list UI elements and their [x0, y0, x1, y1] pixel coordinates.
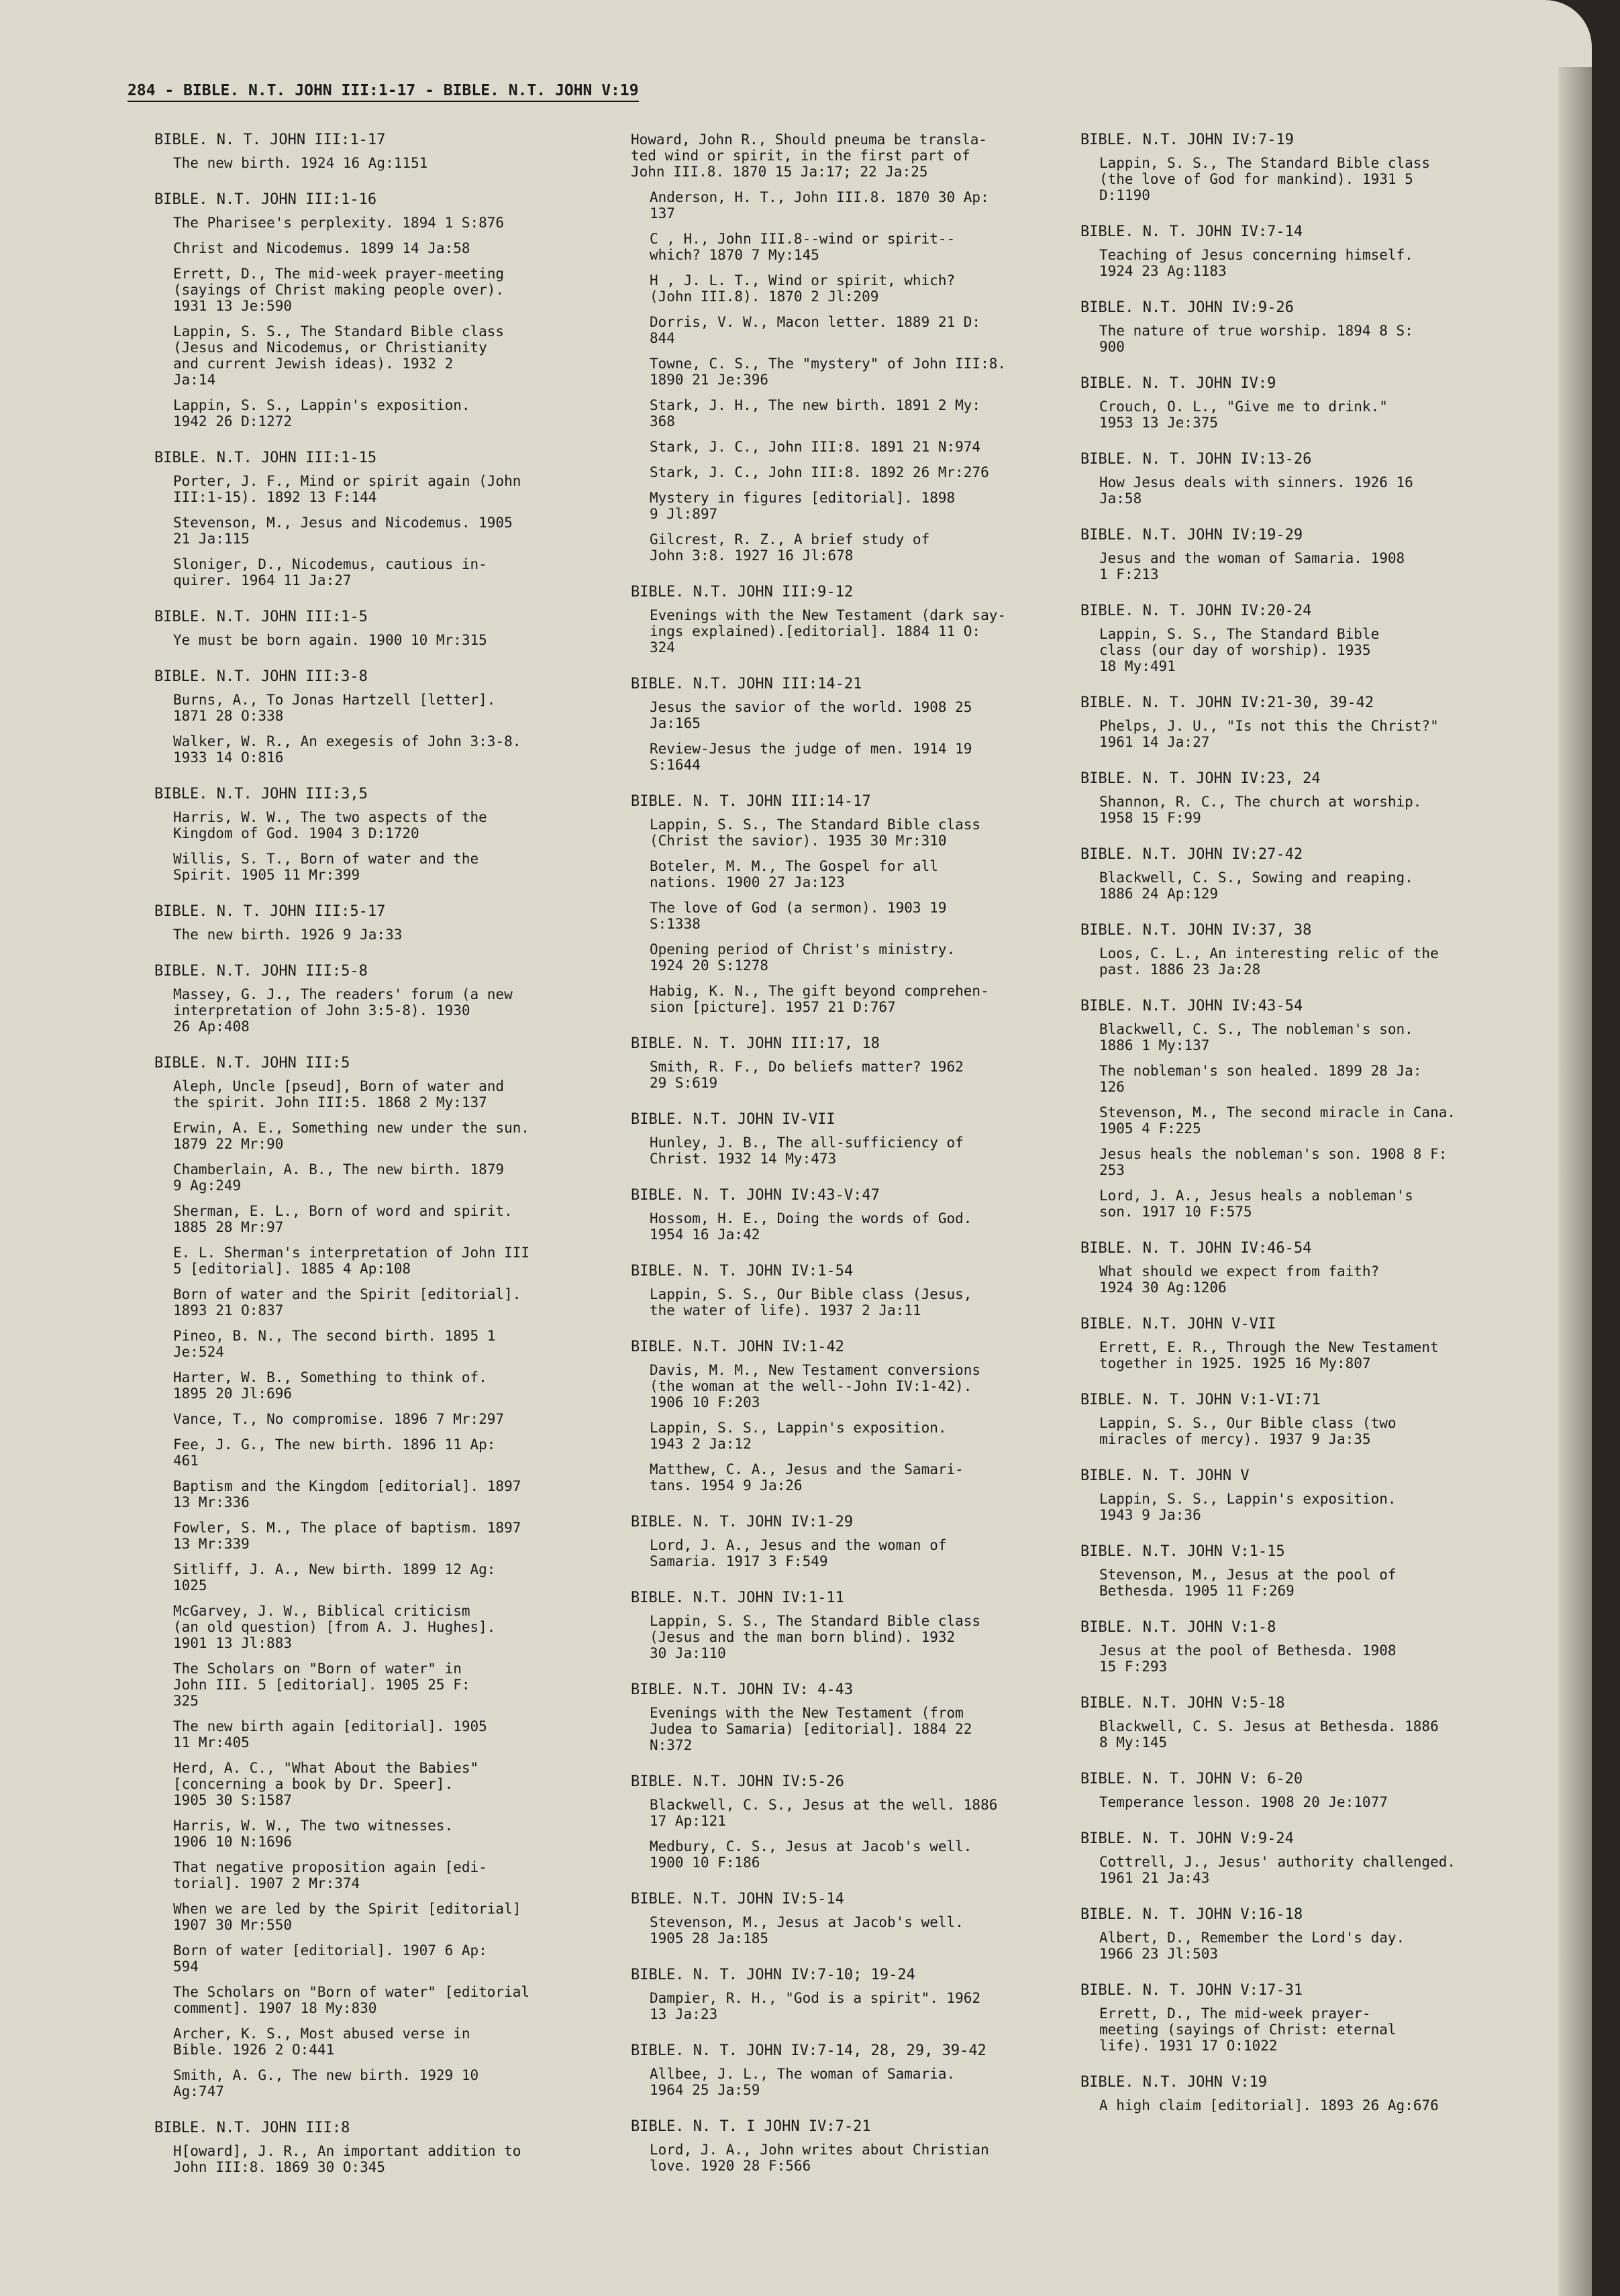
group-heading: BIBLE. N.T. JOHN IV:37, 38	[1080, 922, 1312, 939]
group-heading: BIBLE. N.T. JOHN III:9-12	[631, 584, 854, 601]
index-group	[1080, 1695, 1537, 1751]
index-entry: Born of water [editorial]. 1907 6 Ap: 594	[173, 1942, 487, 1975]
index-entry: Review-Jesus the judge of men. 1914 19 S:1644	[650, 741, 972, 773]
index-entry: That negative proposition again [edi- torial]. 1907 2 Mr:374	[173, 1859, 487, 1891]
index-group	[154, 191, 611, 429]
index-entry: Shannon, R. C., The church at worship. 1958 15 F:99	[1099, 794, 1422, 826]
index-entry: Evenings with the New Testament (dark say- ings explained).[editorial]. 1884 11 O: 324	[650, 607, 1007, 656]
group-heading: BIBLE. N.T. JOHN III:14-21	[631, 676, 862, 692]
index-entry: The new birth again [editorial]. 1905 11 Mr:405	[173, 1718, 487, 1751]
index-group	[1080, 1982, 1537, 2054]
index-entry: Lappin, S. S., The Standard Bible class (our day of worship). 1935 18 My:491	[1099, 626, 1380, 674]
index-group	[1080, 132, 1537, 203]
group-heading: BIBLE. N. T. JOHN IV:7-14, 28, 29, 39-42	[631, 2042, 986, 2059]
index-entry: Matthew, C. A., Jesus and the Samari- tans. 1954 9 Ja:26	[650, 1461, 964, 1494]
index-entry: Lappin, S. S., Our Bible class (Jesus, the water of life). 1937 2 Ja:11	[650, 1286, 972, 1318]
index-group	[1080, 375, 1537, 431]
group-heading: BIBLE. N.T. JOHN IV:5-26	[631, 1773, 844, 1790]
index-group	[631, 2042, 1087, 2098]
group-heading: BIBLE. N.T. JOHN IV: 4-43	[631, 1681, 854, 1698]
index-entry: Sitliff, J. A., New birth. 1899 12 Ag: 1025	[173, 1561, 496, 1594]
index-entry: Hunley, J. B., The all-sufficiency of Christ. 1932 14 My:473	[650, 1135, 964, 1167]
group-heading: BIBLE. N. T. JOHN IV:1-29	[631, 1514, 854, 1530]
index-entry: A high claim [editorial]. 1893 26 Ag:676	[1099, 2097, 1439, 2114]
index-entry: Temperance lesson. 1908 20 Je:1077	[1099, 1794, 1388, 1810]
index-entry: Evenings with the New Testament (from Judea to Samaria) [editorial]. 1884 22 N:372	[650, 1705, 972, 1753]
group-heading: BIBLE. N. T. JOHN IV:7-10; 19-24	[631, 1967, 915, 1983]
group-heading: BIBLE. N.T. JOHN III:1-16	[154, 191, 377, 208]
index-entry: Jesus heals the nobleman's son. 1908 8 F: 253	[1099, 1146, 1448, 1178]
group-heading: BIBLE. N.T. JOHN V:1-15	[1080, 1543, 1285, 1560]
group-heading: BIBLE. N.T. JOHN V-VII	[1080, 1316, 1276, 1333]
index-entry: Towne, C. S., The "mystery" of John III:8. 1890 21 Je:396	[650, 356, 1007, 388]
index-entry: Albert, D., Remember the Lord's day. 1966 23 Jl:503	[1099, 1930, 1405, 1962]
index-group	[631, 1891, 1087, 1946]
index-group	[1080, 1240, 1537, 1296]
index-entry: Hossom, H. E., Doing the words of God. 1954 16 Ja:42	[650, 1210, 972, 1243]
index-group	[1080, 1830, 1537, 1886]
group-heading: BIBLE. N. T. JOHN IV:13-26	[1080, 451, 1312, 468]
index-group	[1080, 998, 1537, 1220]
index-entry: Jesus the savior of the world. 1908 25 Ja:165	[650, 699, 972, 731]
index-group	[631, 1111, 1087, 1167]
index-entry: The Scholars on "Born of water" [editorial comment]. 1907 18 My:830	[173, 1984, 530, 2016]
index-entry: Gilcrest, R. Z., A brief study of John 3:8. 1927 16 Jl:678	[650, 531, 930, 564]
group-heading: BIBLE. N.T. JOHN V:1-8	[1080, 1619, 1276, 1636]
index-entry: Dorris, V. W., Macon letter. 1889 21 D: 844	[650, 314, 981, 346]
group-heading: BIBLE. N. T. JOHN IV:21-30, 39-42	[1080, 694, 1374, 711]
index-group	[154, 609, 611, 648]
index-entry: Ye must be born again. 1900 10 Mr:315	[173, 632, 487, 648]
index-entry: Porter, J. F., Mind or spirit again (John III:1-15). 1892 13 F:144	[173, 473, 521, 505]
group-heading: BIBLE. N.T. JOHN III:3,5	[154, 786, 368, 802]
index-entry: Jesus at the pool of Bethesda. 1908 15 F:293	[1099, 1642, 1397, 1675]
index-entry: Lappin, S. S., The Standard Bible class (Christ the savior). 1935 30 Mr:310	[650, 817, 981, 849]
group-heading: BIBLE. N. T. JOHN III:14-17	[631, 793, 871, 810]
index-entry: Smith, A. G., The new birth. 1929 10 Ag:747	[173, 2067, 479, 2099]
index-entry: Sherman, E. L., Born of word and spirit. 1885 28 Mr:97	[173, 1203, 513, 1235]
group-heading: BIBLE. N. T. JOHN V	[1080, 1467, 1250, 1484]
index-entry: Burns, A., To Jonas Hartzell [letter]. 1871 28 O:338	[173, 692, 496, 724]
group-heading: BIBLE. N. T. JOHN V: 6-20	[1080, 1771, 1303, 1787]
group-heading: BIBLE. N.T. JOHN III:5-8	[154, 963, 368, 980]
group-heading: BIBLE. N.T. JOHN IV:5-14	[631, 1891, 844, 1908]
index-group	[1080, 922, 1537, 978]
index-entry: Christ and Nicodemus. 1899 14 Ja:58	[173, 240, 470, 256]
index-entry: Sloniger, D., Nicodemus, cautious in- quirer. 1964 11 Ja:27	[173, 556, 487, 588]
index-group	[1080, 451, 1537, 507]
page-gutter	[1558, 67, 1592, 2296]
index-group	[631, 2118, 1087, 2174]
index-group	[631, 1263, 1087, 1318]
index-group	[631, 1035, 1087, 1091]
index-entry: Blackwell, C. S. Jesus at Bethesda. 1886 8 My:145	[1099, 1718, 1439, 1751]
group-heading: BIBLE. N.T. JOHN V:19	[1080, 2074, 1268, 2091]
index-group	[631, 1773, 1087, 1871]
index-entry: Dampier, R. H., "God is a spirit". 1962 13 Ja:23	[650, 1990, 981, 2022]
index-entry: Mystery in figures [editorial]. 1898 9 Jl:897	[650, 490, 956, 522]
index-entry: Stevenson, M., Jesus at Jacob's well. 1905 28 Ja:185	[650, 1914, 964, 1946]
index-entry: Lappin, S. S., Lappin's exposition. 1943 2 Ja:12	[650, 1420, 947, 1452]
index-entry: Fowler, S. M., The place of baptism. 1897 13 Mr:339	[173, 1520, 521, 1552]
index-group	[1080, 1467, 1537, 1523]
index-group	[1080, 1316, 1537, 1371]
index-entry: Stevenson, M., The second miracle in Cana. 1905 4 F:225	[1099, 1104, 1456, 1137]
page-header: 284 - BIBLE. N.T. JOHN III:1-17 - BIBLE. N.T. JOHN V:19	[128, 82, 639, 102]
index-group	[1080, 603, 1537, 674]
index-entry: Medbury, C. S., Jesus at Jacob's well. 1900 10 F:186	[650, 1838, 972, 1871]
group-heading: BIBLE. N. T. JOHN III:1-17	[154, 132, 386, 148]
column-2	[631, 132, 1087, 2194]
index-entry: Cottrell, J., Jesus' authority challenged. 1961 21 Ja:43	[1099, 1854, 1456, 1886]
index-entry: Errett, D., The mid-week prayer-meeting (sayings of Christ making people over). 1931 13 Je:590	[173, 266, 505, 314]
index-entry: Chamberlain, A. B., The new birth. 1879 9 Ag:249	[173, 1161, 505, 1194]
index-entry: Smith, R. F., Do beliefs matter? 1962 29 S:619	[650, 1059, 964, 1091]
index-entry: Pineo, B. N., The second birth. 1895 1 Je:524	[173, 1328, 496, 1360]
index-entry: Harris, W. W., The two aspects of the Kingdom of God. 1904 3 D:1720	[173, 809, 487, 841]
index-entry: Teaching of Jesus concerning himself. 1924 23 Ag:1183	[1099, 247, 1413, 279]
index-entry: Stark, J. H., The new birth. 1891 2 My: 368	[650, 397, 981, 429]
index-entry: The nobleman's son healed. 1899 28 Ja: 126	[1099, 1063, 1422, 1095]
group-heading: BIBLE. N. T. JOHN IV:46-54	[1080, 1240, 1312, 1257]
index-group	[631, 1589, 1087, 1661]
index-group	[154, 132, 611, 171]
index-entry: The new birth. 1926 9 Ja:33	[173, 927, 403, 943]
index-group	[1080, 1906, 1537, 1962]
group-heading: BIBLE. N. T. I JOHN IV:7-21	[631, 2118, 871, 2135]
index-entry: Lappin, S. S., Lappin's exposition. 1943 9 Ja:36	[1099, 1491, 1397, 1523]
index-entry: Errett, D., The mid-week prayer- meeting (sayings of Christ: eternal life). 1931 17 O:1022	[1099, 2005, 1397, 2054]
index-entry: Blackwell, C. S., Sowing and reaping. 1886 24 Ap:129	[1099, 870, 1413, 902]
index-entry: H , J. L. T., Wind or spirit, which? (John III.8). 1870 2 Jl:209	[650, 272, 956, 305]
group-heading: BIBLE. N. T. JOHN III:5-17	[154, 903, 386, 920]
group-heading: BIBLE. N.T. JOHN III:8	[154, 2120, 350, 2136]
index-entry: Lappin, S. S., The Standard Bible class (Jesus and Nicodemus, or Christianity and current Jewish ideas). 1932 2 Ja:14	[173, 323, 505, 388]
index-entry: Fee, J. G., The new birth. 1896 11 Ap: 461	[173, 1437, 496, 1469]
group-heading: BIBLE. N.T. JOHN IV:9-26	[1080, 299, 1294, 316]
index-group	[1080, 527, 1537, 582]
index-entry: Erwin, A. E., Something new under the sun. 1879 22 Mr:90	[173, 1120, 530, 1152]
group-heading: BIBLE. N.T. JOHN IV:27-42	[1080, 846, 1303, 863]
index-entry: The love of God (a sermon). 1903 19 S:1338	[650, 900, 947, 932]
index-entry: Boteler, M. M., The Gospel for all nations. 1900 27 Ja:123	[650, 858, 938, 890]
group-heading: BIBLE. N.T. JOHN IV:7-19	[1080, 132, 1294, 148]
index-group	[631, 1681, 1087, 1753]
group-heading: BIBLE. N.T. JOHN IV-VII	[631, 1111, 836, 1128]
group-heading: BIBLE. N.T. JOHN IV:1-11	[631, 1589, 844, 1606]
index-entry: Archer, K. S., Most abused verse in Bible. 1926 2 O:441	[173, 2026, 470, 2058]
group-heading: BIBLE. N. T. JOHN IV:7-14	[1080, 223, 1303, 240]
group-heading: BIBLE. N. T. JOHN IV:20-24	[1080, 603, 1312, 619]
index-entry: Stark, J. C., John III:8. 1892 26 Mr:276	[650, 464, 989, 480]
index-group	[631, 584, 1087, 656]
index-entry: The nature of true worship. 1894 8 S: 900	[1099, 323, 1413, 355]
index-entry: Willis, S. T., Born of water and the Spirit. 1905 11 Mr:399	[173, 851, 479, 883]
group-heading: BIBLE. N.T. JOHN III:5	[154, 1055, 350, 1072]
index-group	[631, 1967, 1087, 2022]
index-entry: Howard, John R., Should pneuma be transla- ted wind or spirit, in the first part of John III.8. 1870 15 Ja:17; 22 Ja:25	[631, 132, 988, 180]
index-entry: Stevenson, M., Jesus at the pool of Bethesda. 1905 11 F:269	[1099, 1567, 1397, 1599]
index-entry: Baptism and the Kingdom [editorial]. 1897 13 Mr:336	[173, 1478, 521, 1510]
index-group	[154, 963, 611, 1035]
index-entry: The Scholars on "Born of water" in John III. 5 [editorial]. 1905 25 F: 325	[173, 1661, 470, 1709]
index-group	[631, 676, 1087, 773]
index-entry: H[oward], J. R., An important addition to John III:8. 1869 30 O:345	[173, 2143, 521, 2175]
index-entry: Aleph, Uncle [pseud], Born of water and the spirit. John III:5. 1868 2 My:137	[173, 1078, 505, 1110]
group-heading: BIBLE. N.T. JOHN III:1-5	[154, 609, 368, 625]
index-group	[1080, 223, 1537, 279]
index-entry: Massey, G. J., The readers' forum (a new interpretation of John 3:5-8). 1930 26 Ap:408	[173, 986, 513, 1035]
index-entry: C , H., John III.8--wind or spirit-- which? 1870 7 My:145	[650, 231, 956, 263]
index-entry: Crouch, O. L., "Give me to drink." 1953 13 Je:375	[1099, 399, 1388, 431]
index-group	[154, 903, 611, 943]
index-group	[1080, 299, 1537, 355]
index-entry: Anderson, H. T., John III.8. 1870 30 Ap: 137	[650, 189, 989, 221]
index-entry: Vance, T., No compromise. 1896 7 Mr:297	[173, 1411, 505, 1427]
index-group	[631, 132, 1087, 564]
index-group	[154, 450, 611, 588]
index-entry: McGarvey, J. W., Biblical criticism (an old question) [from A. J. Hughes]. 1901 13 Jl:883	[173, 1603, 496, 1651]
index-entry: How Jesus deals with sinners. 1926 16 Ja:58	[1099, 474, 1413, 507]
index-entry: Lord, J. A., John writes about Christian love. 1920 28 F:566	[650, 2142, 989, 2174]
index-group	[1080, 1771, 1537, 1810]
index-entry: Walker, W. R., An exegesis of John 3:3-8. 1933 14 O:816	[173, 733, 521, 766]
index-entry: What should we expect from faith? 1924 30 Ag:1206	[1099, 1263, 1380, 1296]
group-heading: BIBLE. N. T. JOHN V:1-VI:71	[1080, 1392, 1321, 1408]
index-entry: Lappin, S. S., Lappin's exposition. 1942 26 D:1272	[173, 397, 470, 429]
index-group	[154, 786, 611, 883]
column-1	[154, 132, 611, 2195]
index-entry: Opening period of Christ's ministry. 1924 20 S:1278	[650, 941, 956, 974]
index-entry: The new birth. 1924 16 Ag:1151	[173, 155, 428, 171]
group-heading: BIBLE. N.T. JOHN IV:19-29	[1080, 527, 1303, 543]
index-group	[1080, 770, 1537, 826]
index-group	[631, 1187, 1087, 1243]
index-entry: Stark, J. C., John III:8. 1891 21 N:974	[650, 439, 981, 455]
index-group	[631, 1339, 1087, 1494]
group-heading: BIBLE. N.T. JOHN IV:43-54	[1080, 998, 1303, 1014]
index-group	[1080, 694, 1537, 750]
group-heading: BIBLE. N.T. JOHN III:1-15	[154, 450, 377, 466]
index-entry: Born of water and the Spirit [editorial]. 1893 21 O:837	[173, 1286, 521, 1318]
index-entry: Loos, C. L., An interesting relic of the past. 1886 23 Ja:28	[1099, 945, 1439, 978]
group-heading: BIBLE. N.T. JOHN V:5-18	[1080, 1695, 1285, 1712]
index-group	[154, 1055, 611, 2099]
index-entry: Allbee, J. L., The woman of Samaria. 1964 25 Ja:59	[650, 2066, 956, 2098]
index-entry: Harter, W. B., Something to think of. 1895 20 Jl:696	[173, 1369, 487, 1402]
index-entry: Habig, K. N., The gift beyond comprehen- sion [picture]. 1957 21 D:767	[650, 983, 989, 1015]
index-entry: Blackwell, C. S., The nobleman's son. 1886 1 My:137	[1099, 1021, 1413, 1053]
index-group	[631, 793, 1087, 1015]
index-group	[1080, 1619, 1537, 1675]
index-entry: Phelps, J. U., "Is not this the Christ?" 1961 14 Ja:27	[1099, 718, 1439, 750]
index-group	[1080, 1392, 1537, 1447]
index-entry: Jesus and the woman of Samaria. 1908 1 F:213	[1099, 550, 1405, 582]
index-entry: Stevenson, M., Jesus and Nicodemus. 1905 21 Ja:115	[173, 515, 513, 547]
index-group	[154, 2120, 611, 2175]
group-heading: BIBLE. N. T. JOHN V:17-31	[1080, 1982, 1303, 1999]
index-entry: Herd, A. C., "What About the Babies" [concerning a book by Dr. Speer]. 1905 30 S:1587	[173, 1760, 479, 1808]
group-heading: BIBLE. N.T. JOHN III:3-8	[154, 668, 368, 685]
group-heading: BIBLE. N. T. JOHN V:9-24	[1080, 1830, 1294, 1847]
group-heading: BIBLE. N. T. JOHN IV:43-V:47	[631, 1187, 880, 1204]
index-entry: Lappin, S. S., Our Bible class (two miracles of mercy). 1937 9 Ja:35	[1099, 1415, 1397, 1447]
index-entry: E. L. Sherman's interpretation of John III 5 [editorial]. 1885 4 Ap:108	[173, 1245, 530, 1277]
index-entry: Harris, W. W., The two witnesses. 1906 10 N:1696	[173, 1818, 454, 1850]
index-entry: Blackwell, C. S., Jesus at the well. 1886 17 Ap:121	[650, 1797, 998, 1829]
group-heading: BIBLE. N. T. JOHN IV:23, 24	[1080, 770, 1321, 787]
index-entry: Davis, M. M., New Testament conversions (the woman at the well--John IV:1-42). 1906 10 F:203	[650, 1362, 981, 1410]
index-entry: Lord, J. A., Jesus and the woman of Samaria. 1917 3 F:549	[650, 1537, 947, 1569]
column-3	[1080, 132, 1537, 2134]
index-entry: The Pharisee's perplexity. 1894 1 S:876	[173, 215, 505, 231]
index-group	[1080, 2074, 1537, 2114]
index-entry: Lord, J. A., Jesus heals a nobleman's son. 1917 10 F:575	[1099, 1188, 1413, 1220]
index-group	[1080, 846, 1537, 902]
group-heading: BIBLE. N. T. JOHN III:17, 18	[631, 1035, 880, 1052]
group-heading: BIBLE. N. T. JOHN IV:1-54	[631, 1263, 854, 1280]
index-entry: Lappin, S. S., The Standard Bible class (the love of God for mankind). 1931 5 D:1190	[1099, 155, 1431, 203]
index-entry: Errett, E. R., Through the New Testament together in 1925. 1925 16 My:807	[1099, 1339, 1439, 1371]
index-group	[154, 668, 611, 766]
index-entry: Lappin, S. S., The Standard Bible class (Jesus and the man born blind). 1932 30 Ja:110	[650, 1613, 981, 1661]
index-group	[631, 1514, 1087, 1569]
group-heading: BIBLE. N.T. JOHN IV:1-42	[631, 1339, 844, 1355]
index-entry: When we are led by the Spirit [editorial] 1907 30 Mr:550	[173, 1901, 521, 1933]
group-heading: BIBLE. N. T. JOHN V:16-18	[1080, 1906, 1303, 1923]
index-group	[1080, 1543, 1537, 1599]
group-heading: BIBLE. N. T. JOHN IV:9	[1080, 375, 1276, 392]
